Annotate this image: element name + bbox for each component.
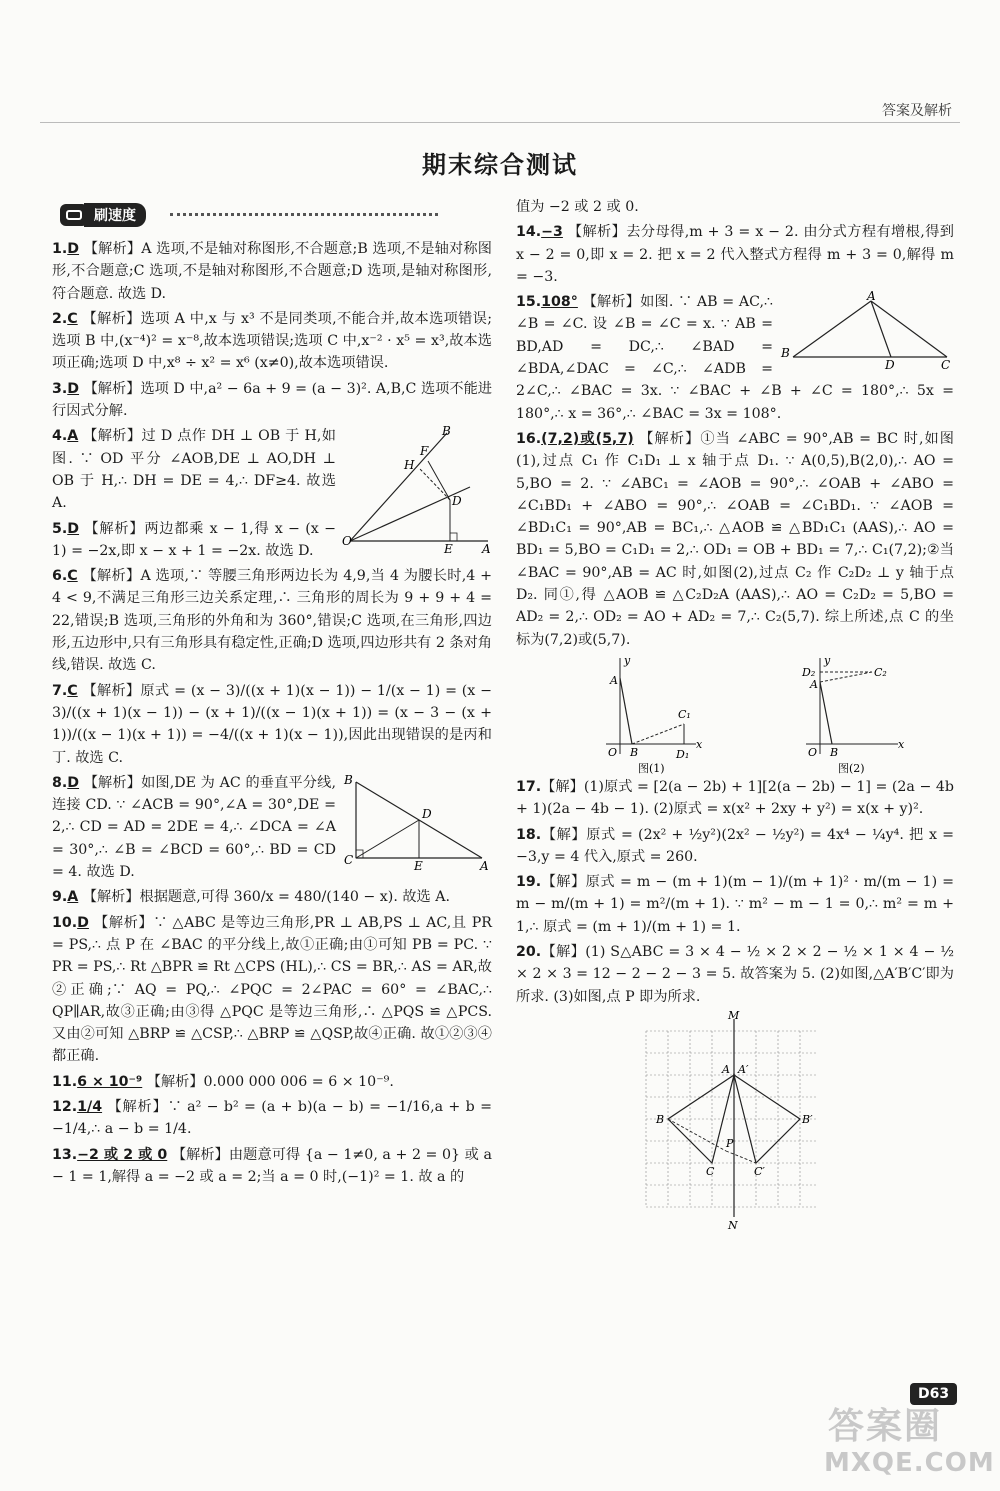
fig-label: F bbox=[420, 444, 429, 459]
answer-item: 5.D 【解析】两边都乘 x − 1,得 x − (x − 1) = −2x,即 x − x + 1 = −2x. 故选 D. bbox=[52, 520, 336, 559]
fig-label: B bbox=[442, 425, 451, 439]
answer-item: B F H D O E A 4.A 【解析】过 D 点作 DH ⊥ OB 于 H,如图. ∵ OD 平分 ∠AOB,DE ⊥ AO,DH ⊥ OB 于 H,∴ DH = DE = 4,∴ DF≥4. 故选 A. bbox=[52, 425, 491, 556]
answer-item: 20.【解】(1) S△ABC = 3 × 4 − ½ × 2 × 2 − ½ × 1 × 4 − ½ × 2 × 3 = 12 − 2 − 2 − 3 = 5. 故答案为 5. (2)如图,△A′B′C′即为所求. (3)如图,点 P 即为所求. bbox=[516, 944, 954, 1005]
answer-item: 10.D 【解析】∵ △ABC 是等边三角形,PR ⊥ AB,PS ⊥ AC,且 PR = PS,∴ 点 P 在 ∠BAC 的平分线上,故①正确;由①可知 PB = PC. ∵ PR = PS,∴ Rt △BPR ≌ Rt △CPS (HL),∴ CS = BR,∴ AS = AR,故②正确;∵ AQ = PQ,∴ ∠PQC = 2∠PAC = 60° = ∠BAC,∴ QP∥AR,故③正确;由③得 △PQC 是等边三角形,∴ △PQS ≌ △PCS. 又由②可知 △BRP ≌ △CSP,∴ △BRP ≌ △QSP,故④正确. 故①②③④都正确. bbox=[52, 914, 492, 1065]
fig-label: y bbox=[824, 653, 831, 667]
fig-label: B bbox=[830, 745, 839, 759]
book-icon bbox=[60, 204, 88, 226]
figure-q20-grid bbox=[636, 1011, 826, 1231]
fig-label: D bbox=[452, 494, 462, 509]
speed-badge bbox=[60, 203, 146, 227]
fig-label: A bbox=[610, 673, 618, 687]
answer-item: 13.−2 或 2 或 0 【解析】由题意可得 {a − 1≠0, a + 2 = 0} 或 a − 1 = 1,解得 a = −2 或 a = 2;当 a = 0 时,(−1)² = 1. 故 a 的 bbox=[52, 1146, 492, 1185]
fig-label: C bbox=[706, 1164, 715, 1178]
answer-item: B D C E A 8.D 【解析】如图,DE 为 AC 的垂直平分线,连接 CD. ∵ ∠ACB = 90°,∠A = 30°,DE = 2,∴ CD = AD = 2DE = 4,∴ ∠DCA = ∠A = 30°,∴ ∠B = ∠BCD = 60°,∴ BD = CD = 4. 故选 D. bbox=[52, 772, 492, 883]
fig-label: E bbox=[414, 858, 423, 872]
right-column bbox=[516, 196, 954, 1231]
fig-label: P bbox=[726, 1136, 734, 1150]
fig-label: C bbox=[941, 358, 951, 372]
badge-label: 刷速度 bbox=[84, 203, 146, 227]
fig-caption: 图(1) bbox=[638, 761, 665, 774]
answer-item: 11.6 × 10⁻⁹ 【解析】0.000 000 006 = 6 × 10⁻⁹. bbox=[52, 1073, 394, 1090]
fig-label: B bbox=[781, 346, 790, 361]
answer-item: 16.(7,2)或(5,7) 【解析】①当 ∠ABC = 90°,AB = BC 时,如图(1),过点 C₁ 作 C₁D₁ ⊥ x 轴于点 D₁. ∵ A(0,5),B(2,0),∴ AO = 5,BO = 2. ∵ ∠ABC₁ = ∠AOB = 90°,∴ ∠OAB + ∠ABO = ∠C₁BD₁ + ∠ABO = 90°,∴ ∠OAB = ∠C₁BD₁. ∵ ∠AOB = ∠BD₁C₁ = 90°,AB = BC₁,∴ △AOB ≌ △BD₁C₁ (AAS),∴ AO = BD₁ = 5,BO = C₁D₁ = 2,∴ OD₁ = OB + BD₁ = 7,∴ C₁(7,2);②当 ∠BAC = 90°,AB = AC 时,如图(2),过点 C₂ 作 C₂D₂ ⊥ y 轴于点 D₂. 同①,得 △AOB ≌ △C₂D₂A (AAS),∴ AO = C₂D₂ = 5,BO = AD₂ = 2,∴ OD₂ = AO + AD₂ = 7,∴ C₂(5,7). 综上所述,点 C 的坐标为(7,2)或(5,7). bbox=[516, 430, 954, 648]
figure-q8 bbox=[342, 772, 492, 872]
dotted-divider bbox=[170, 213, 438, 216]
fig-label: B′ bbox=[802, 1112, 813, 1126]
page-title: 期末综合测试 bbox=[422, 151, 578, 179]
answer-item: 1.D 【解析】A 选项,不是轴对称图形,不合题意;B 选项,不是轴对称图形,不合题意;C 选项,不是轴对称图形,不合题意;D 选项,是轴对称图形,符合题意. 故选 D. bbox=[52, 241, 492, 302]
fig-label: B bbox=[630, 745, 639, 759]
section-header: 答案及解析 bbox=[882, 103, 952, 119]
fig-label: A bbox=[482, 542, 491, 556]
fig-label: M bbox=[728, 1010, 740, 1022]
fig-label: D₂ bbox=[802, 665, 816, 679]
answer-item: 9.A 【解析】根据题意,可得 360/x = 480/(140 − x). 故选 A. bbox=[52, 889, 451, 906]
fig-label: D bbox=[885, 358, 895, 372]
fig-label: x bbox=[696, 737, 703, 751]
fig-label: A′ bbox=[738, 1062, 749, 1076]
answer-item: 值为 −2 或 2 或 0. bbox=[516, 199, 639, 215]
answer-item: 3.D 【解析】选项 D 中,a² − 6a + 9 = (a − 3)². A,B,C 选项不能进行因式分解. bbox=[52, 380, 492, 420]
answer-item: 6.C 【解析】A 选项,∵ 等腰三角形两边长为 4,9,当 4 为腰长时,4 + 4 < 9,不满足三角形三边关系定理,∴ 三角形的周长为 9 + 9 + 4 = 22,错误;B 选项,三角形的外角和为 360°,错误;C 选项,在三角形,四边形,五边形中,只有三角形具有稳定性,正确;D 选项,四边形共有 2 条对角线,错误. 故选 C. bbox=[52, 568, 493, 674]
answer-item: A B D C 15.108° 【解析】如图. ∵ AB = AC,∴ ∠B = ∠C. 设 ∠B = ∠C = x. ∵ AB = BD,AD = DC,∴ ∠BAD = ∠BDA,∠DAC = ∠C,∴ ∠ADB = 2∠C,∴ ∠BAC = 3x. ∵ ∠BAC + ∠B + ∠C = 180°,∴ 5x = 180°,∴ x = 36°,∴ ∠BAC = 3x = 108°. bbox=[516, 291, 954, 422]
left-column bbox=[52, 238, 492, 1188]
figure-q15 bbox=[779, 291, 954, 371]
fig-label: O bbox=[342, 534, 352, 549]
figure-q4 bbox=[342, 425, 492, 555]
watermark-logo: 答案圈 MXQE.COM bbox=[824, 1406, 995, 1478]
fig-label: B bbox=[344, 772, 353, 787]
answer-item: 19.【解】原式 = m − (m + 1)(m − 1)/(m + 1)² · m/(m − 1) = m − m/(m + 1) = m²/(m + 1). ∵ m² − m − 1 = 0,∴ m² = m + 1,∴ 原式 = (m + 1)/(m + 1) = 1. bbox=[516, 874, 954, 935]
fig-label: O bbox=[808, 745, 818, 759]
fig-label: E bbox=[444, 542, 453, 556]
page-number: D63 bbox=[910, 1383, 957, 1405]
answer-item: 7.C 【解析】原式 = (x − 3)/((x + 1)(x − 1)) − 1/(x − 1) = (x − 3)/((x + 1)(x − 1)) − (x + 1)/((x − 1)(x + 1)) = (x − 3 − (x + 1))/((x − 1)(x + 1)) = −4/((x + 1)(x − 1)),因此出现错误的是丙和丁. 故选 C. bbox=[52, 682, 492, 766]
fig-label: A bbox=[867, 291, 876, 304]
figure-q16 bbox=[516, 654, 946, 774]
fig-label: N bbox=[728, 1218, 738, 1231]
fig-label: D bbox=[422, 806, 432, 821]
fig-label: A bbox=[810, 677, 818, 691]
answer-item: 17.【解】(1)原式 = [2(a − 2b) + 1][2(a − 2b) − 1] = (2a − 4b + 1)(2a − 4b − 1). (2)原式 = x(x² + 2xy + y²) = x(x + y)². bbox=[516, 778, 954, 818]
fig-label: A bbox=[722, 1062, 730, 1076]
fig-label: O bbox=[608, 745, 618, 759]
fig-label: x bbox=[898, 737, 905, 751]
header-rule bbox=[40, 122, 960, 123]
answer-item: 14.−3 【解析】去分母得,m + 3 = x − 2. 由分式方程有增根,得到 x − 2 = 0,即 x = 2. 把 x = 2 代入整式方程得 m + 3 = 0,解得 m = −3. bbox=[516, 224, 954, 285]
fig-label: D₁ bbox=[676, 747, 690, 761]
fig-label: A bbox=[480, 858, 489, 872]
answer-item: 12.1/4 【解析】∵ a² − b² = (a + b)(a − b) = −1/16,a + b = −1/4,∴ a − b = 1/4. bbox=[52, 1098, 492, 1138]
answer-item: 18.【解】原式 = (2x² + ½y²)(2x² − ½y²) = 4x⁴ − ¼y⁴. 把 x = −3,y = 4 代入,原式 = 260. bbox=[516, 826, 954, 865]
fig-label: H bbox=[404, 458, 415, 473]
fig-caption: 图(2) bbox=[838, 761, 865, 774]
fig-label: C₁ bbox=[678, 707, 691, 721]
answer-item: 2.C 【解析】选项 A 中,x 与 x³ 不是同类项,不能合并,故本选项错误;选项 B 中,(x⁻⁴)² = x⁻⁸,故本选项错误;选项 C 中,x⁻² · x⁵ = x³,故本选项正确;选项 D 中,x⁸ ÷ x² = x⁶ (x≠0),故本选项错误. bbox=[52, 310, 492, 372]
fig-label: y bbox=[624, 653, 631, 667]
fig-label: C₂ bbox=[874, 665, 887, 679]
fig-label: C′ bbox=[754, 1164, 765, 1178]
fig-label: B bbox=[656, 1112, 665, 1126]
fig-label: C bbox=[344, 852, 354, 867]
